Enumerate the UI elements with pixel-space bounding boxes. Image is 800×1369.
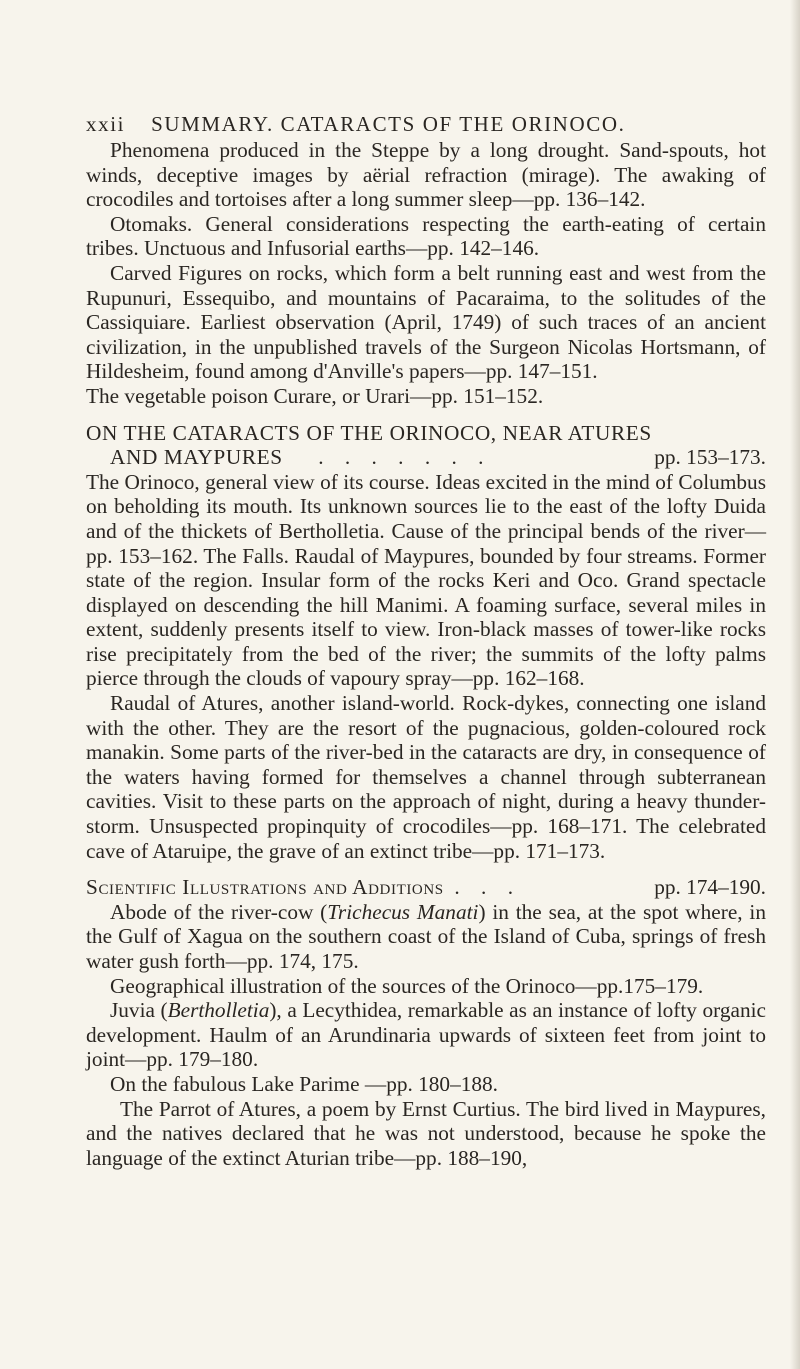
addition-manati bbox=[86, 900, 766, 974]
page-number: xxii bbox=[86, 112, 126, 136]
page-edge-shadow bbox=[790, 0, 800, 1369]
addition-juvia bbox=[86, 998, 766, 1072]
paragraph-curare: The vegetable poison Curare, or Urari—pp. 151–152. bbox=[86, 383, 544, 408]
running-header bbox=[86, 112, 625, 137]
paragraph-carved-figures: Carved Figures on rocks, which form a belt running east and west from the Rupunuri, Essequibo, and mountains of Pacaraima, to the solitudes of the Cassiquiare. Earliest observation (April, 1749) of such traces of an ancient civilization, in the unpublished travels of the Surgeon Nicolas Hortsmann, of Hildesheim, found among d'Anville's papers—pp. 147–151. bbox=[86, 260, 766, 384]
page-body bbox=[86, 138, 766, 1170]
addition-manati-text-a: Abode of the river-cow ( bbox=[110, 899, 328, 924]
addition-juvia-text-b: ), a Lecythidea, remarkable as an instance of lofty organic development. Haulm of an Arundinaria upwards of sixteen feet from joint to joint—pp. 179–180. bbox=[86, 998, 766, 1072]
addition-juvia-text-a: Juvia ( bbox=[110, 998, 168, 1023]
scientific-heading bbox=[86, 875, 766, 900]
paragraph-steppe: Phenomena produced in the Steppe by a long drought. Sand-spouts, hot winds, deceptive images by aërial refraction (mirage). The awaking of crocodiles and tortoises after a long summer sleep—pp. 136–142. bbox=[86, 138, 766, 212]
section-heading-line1: ON THE CATARACTS OF THE ORINOCO, NEAR ATURES bbox=[86, 420, 652, 445]
scientific-dots: . . . bbox=[454, 875, 522, 900]
addition-parrot: The Parrot of Atures, a poem by Ernst Curtius. The bird lived in Maypures, and the natives declared that he was not understood, because he spoke the language of the extinct Aturian tribe—pp. 188–190, bbox=[86, 1096, 766, 1170]
paragraph-otomaks: Otomaks. General considerations respecting the earth-eating of certain tribes. Unctuous and Infusorial earths—pp. 142–146. bbox=[86, 211, 766, 261]
paragraph-orinoco: The Orinoco, general view of its course. Ideas excited in the mind of Columbus on beholding its mouth. Its unknown sources lie to the east of the lofty Duida and of the thickets of Bertholletia. Cause of the principal bends of the river—pp. 153–162. The Falls. Raudal of Maypures, bounded by four streams. Former state of the region. Insular form of the rocks Keri and Oco. Grand spectacle displayed on descending the hill Manimi. A foaming surface, several miles in extent, suddenly presents itself to view. Iron-black masses of tower-like rocks rise precipitately from the bed of the river; the summits of the lofty palms pierce through the clouds of vapoury spray—pp. 162–168. bbox=[86, 469, 766, 691]
paragraph-atures: Raudal of Atures, another island-world. Rock-dykes, connecting one island with the other. They are the resort of the pugnacious, golden-coloured rock manakin. Some parts of the river-bed in the cataracts are dry, in consequence of the waters having formed for themselves a channel through subterranean cavities. Visit to these parts on the approach of night, during a heavy thunder-storm. Unsuspected propinquity of crocodiles—pp. 168–171. The celebrated cave of Ataruipe, the grave of an extinct tribe—pp. 171–173. bbox=[86, 691, 766, 863]
scientific-pages: pp. 174–190. bbox=[654, 875, 766, 900]
addition-geographical: Geographical illustration of the sources of the Orinoco—pp.175–179. bbox=[110, 973, 704, 998]
section-heading-dots: . . . . . . . bbox=[318, 445, 492, 470]
section-heading-line2: AND MAYPURES bbox=[110, 445, 283, 470]
addition-manati-text-b: ) in the sea, at the spot where, in the Gulf of Xagua on the southern coast of the Island of Cuba, springs of fresh water gush forth—pp. 174, 175. bbox=[86, 899, 766, 973]
section-heading-pages: pp. 153–173. bbox=[654, 445, 766, 470]
section-heading bbox=[86, 421, 766, 470]
addition-manati-italic: Trichecus Manati bbox=[327, 899, 479, 924]
running-title: SUMMARY. CATARACTS OF THE ORINOCO. bbox=[151, 112, 626, 136]
scientific-title: Scientific Illustrations and Additions bbox=[86, 875, 444, 900]
addition-juvia-italic: Bertholletia bbox=[167, 998, 270, 1023]
addition-parime: On the fabulous Lake Parime —pp. 180–188. bbox=[110, 1071, 499, 1096]
